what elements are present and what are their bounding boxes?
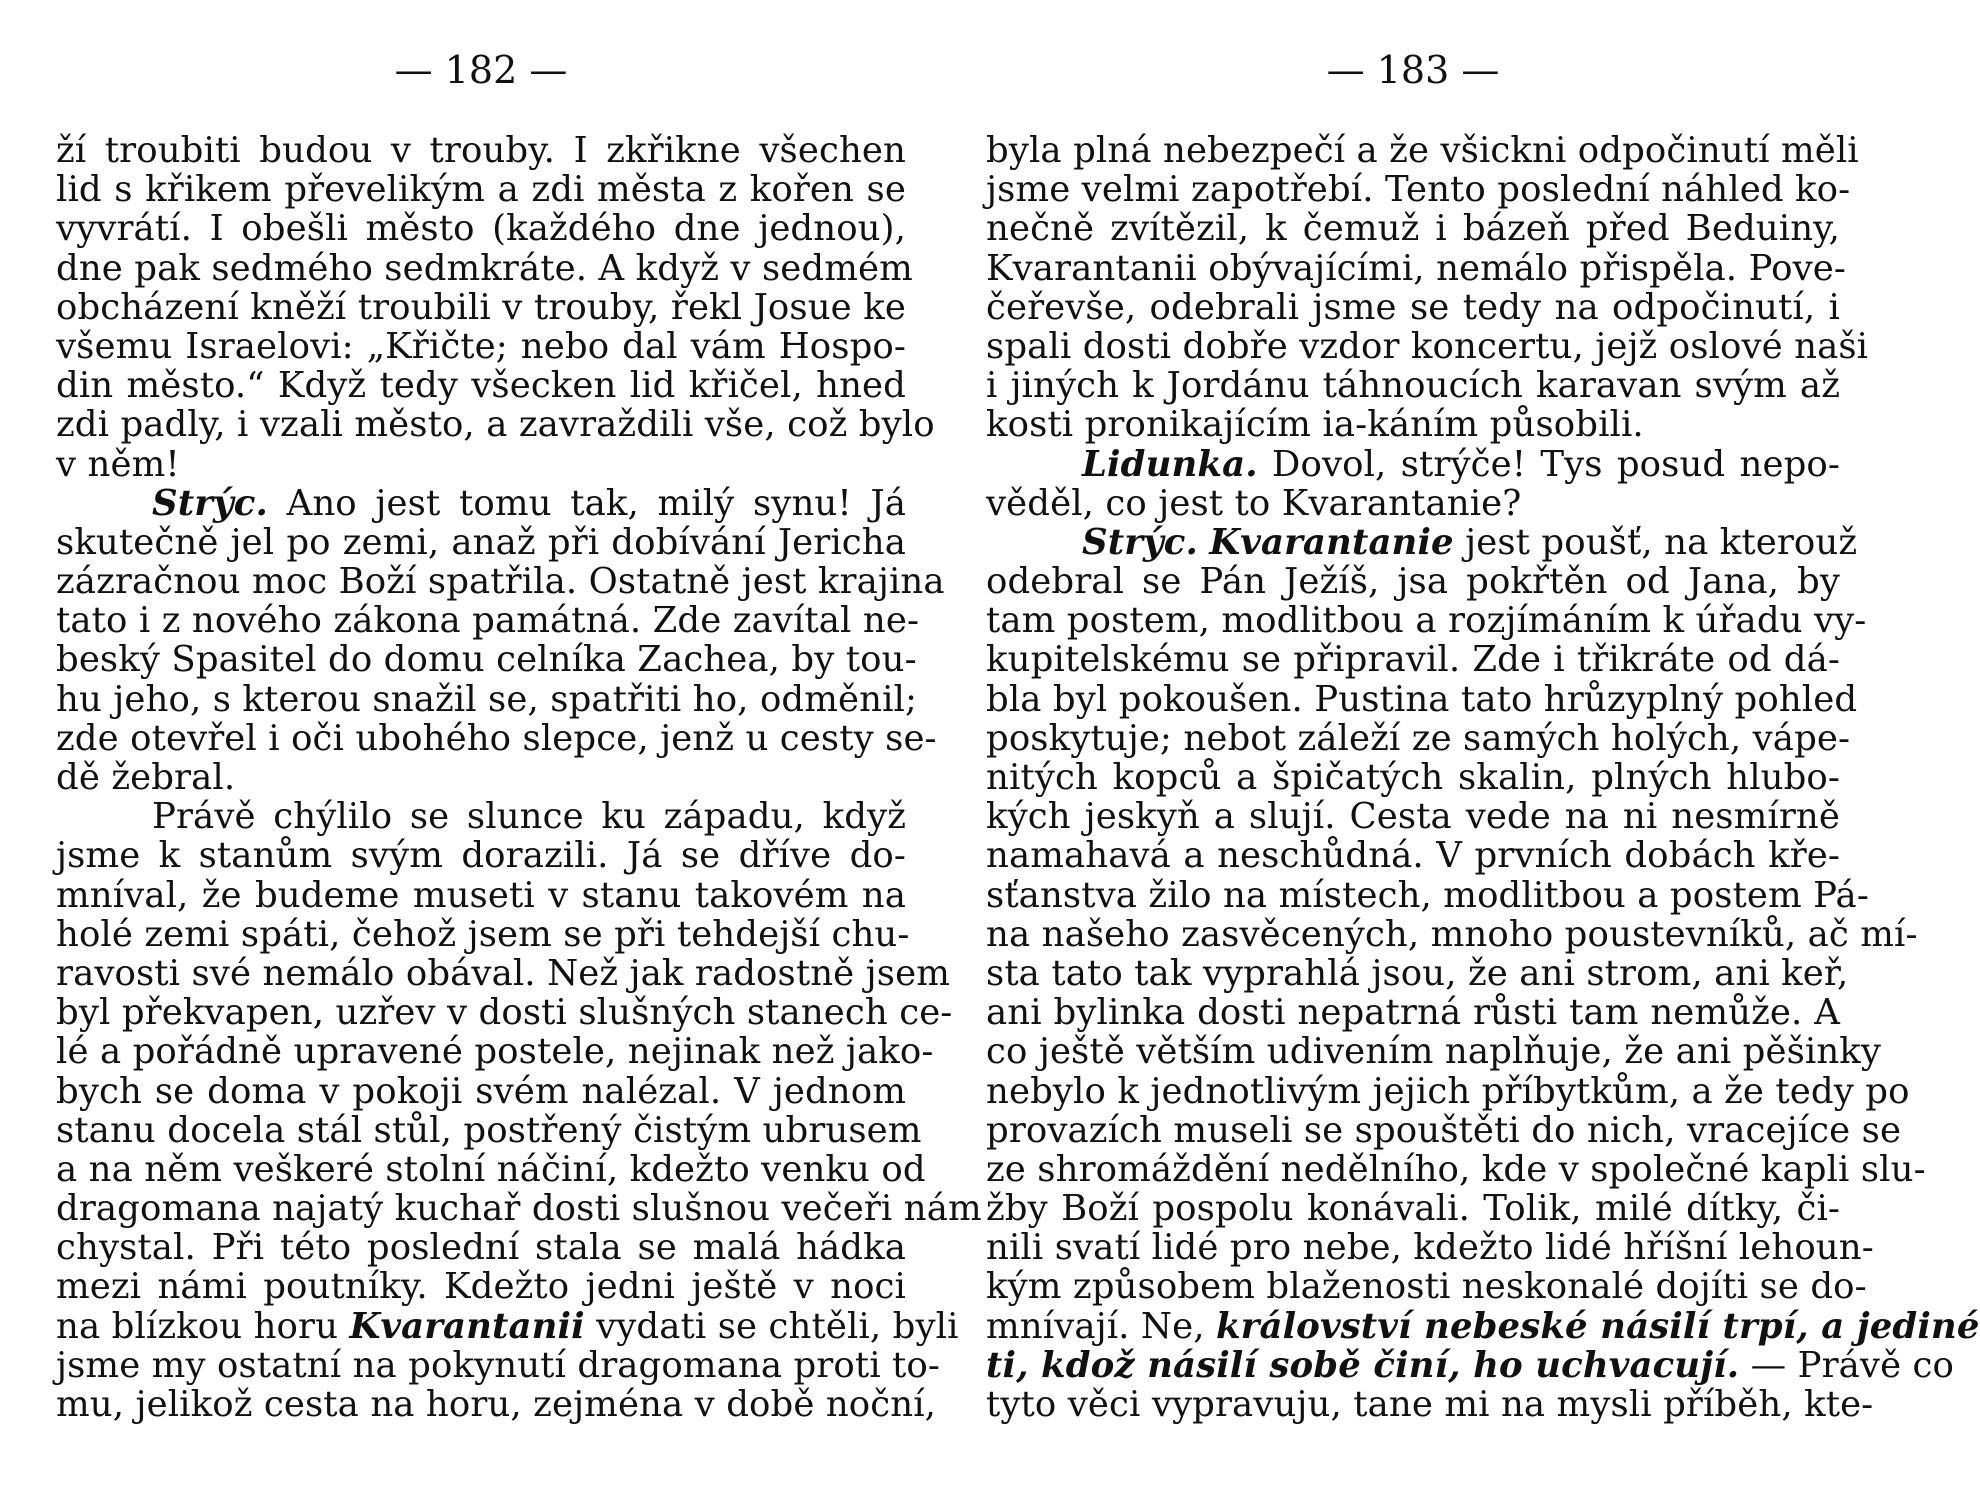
line-text: nili svatí lidé pro nebe, kdežto lidé hříšní lehoun- [986,1227,1874,1269]
emphasized-text: ti, kdož násilí sobě činí, ho uchvacují. [986,1344,1740,1386]
line-text: mu, jelikož cesta na horu, zejména v době noční, [56,1384,937,1425]
text-line [986,169,1851,211]
text-line [986,130,1859,171]
line-text: holé zemi spáti, čehož jsem se při tehdejší chu- [56,913,910,955]
line-text: v něm! [56,443,180,485]
text-line [986,484,1840,523]
text-line [56,484,906,523]
line-text: věděl, co jest to Kvarantanie? [986,482,1522,524]
text-line [986,288,1840,327]
text-line [56,445,906,484]
text-line [56,913,910,955]
text-line [56,1228,906,1267]
line-text: i jiných k Jordánu táhnoucích karavan svým až [986,365,1840,407]
line-text: vyvrátí. I obešli město (každého dne jednou), [56,208,906,250]
line-tail: vydati se chtěli, byli [584,1305,959,1347]
text-line [986,1384,1874,1425]
line-text: ží troubiti budou v trouby. I zkřikne všechen [56,130,906,171]
line-text: ze shromáždění nedělního, kde v společné kapli slu- [986,1148,1926,1190]
emphasized-text: království nebeské násilí trpí, a jediné [1215,1305,1980,1347]
emphasized-text: Kvarantanii [349,1305,585,1347]
text-line [986,325,1869,367]
line-text: nečně zvítězil, k čemuž i bázeň před Beduiny, [986,208,1840,250]
text-line [56,876,906,915]
text-line [986,445,1840,484]
text-line [56,1031,934,1073]
text-line [986,913,1918,955]
text-line [56,717,937,759]
page-number: — 183 — [1326,48,1500,92]
text-line [986,1031,1882,1073]
line-text: ani bylinka dosti nepatrná růsti tam nemůže. A [986,992,1840,1034]
line-text: co ještě větším udivením naplňuje, že ani pěšinky [986,1031,1882,1073]
line-text: žby Boží pospolu konávali. Tolik, milé dítky, či- [986,1188,1840,1230]
text-line [986,952,1849,994]
text-line [986,874,1869,916]
text-line [986,836,1840,875]
line-text: jsme velmi zapotřebí. Tento poslední náhled ko- [986,169,1851,211]
line-text: lé a pořádně upravené postele, nejinak než jako- [56,1031,934,1073]
line-text: sťanstva žilo na místech, modlitbou a postem Pá- [986,874,1869,916]
text-line [56,1305,959,1347]
text-line [56,327,906,366]
line-tail: jest poušť, na kterouž [1453,521,1858,563]
text-line [56,600,920,642]
text-line [986,562,1840,601]
text-line [986,717,1851,759]
line-text: byla plná nebezpečí a že všickni odpočinutí měli [986,130,1859,171]
text-line [56,209,906,248]
line-text: nitých kopců a špičatých skalin, plných hlubo- [986,757,1840,798]
line-text: dě žebral. [56,757,236,798]
speaker-name: Strýc. [1082,521,1198,563]
line-text: stanu docela stál stůl, postřený čistým ubrusem [56,1109,922,1151]
text-line [56,247,913,289]
text-line [56,952,950,994]
text-line [986,521,1858,563]
text-line [56,1384,937,1425]
line-text: kých jeskyň a slují. Cesta vede na ni nesmírně [986,796,1840,838]
line-text: odebral se Pán Ježíš, jsa pokřtěn od Jana, by [986,561,1840,603]
text-line [56,1188,982,1230]
text-line [986,1266,1867,1308]
line-text: namahavá a neschůdná. V prvních dobách kře- [986,835,1840,877]
text-line [986,600,1867,642]
line-text: bych se doma v pokoji svém nalézal. V jednom [56,1070,906,1112]
text-line [986,405,1840,444]
text-line [986,1189,1840,1228]
text-line [986,678,1858,720]
line-text: tam postem, modlitbou a rozjímáním k úřadu vy- [986,600,1867,642]
text-line [986,1344,1955,1386]
line-text: zde otevřel i oči ubohého slepce, jenž u cesty se- [56,717,937,759]
text-line [986,1227,1874,1269]
line-text: din město.“ Když tedy všecken lid křičel, hned [56,365,906,407]
line-text: a na něm veškeré stolní náčiní, kdežto venku od [56,1148,926,1190]
line-text: na blízkou horu [56,1305,350,1347]
text-line [56,1267,906,1306]
line-text: tyto věci vypravuju, tane mi na mysli příběh, kte- [986,1384,1874,1425]
line-tail: — Právě co [1739,1344,1955,1386]
line-text: sta tato tak vyprahlá jsou, že ani strom, ani keř, [986,952,1849,994]
text-line [986,640,1840,679]
line-text: obcházení kněží troubili v trouby, řekl Josue ke [56,286,906,328]
line-text: zdi padly, i vzali město, a zavraždili vše, což bylo [56,404,935,446]
text-line [56,992,953,1034]
line-text: Dovol, strýče! Tys posud nepo- [1257,443,1840,485]
text-line [56,288,906,327]
text-line [56,1109,922,1151]
text-line [56,836,906,875]
text-line [56,366,906,405]
line-text: mnívají. Ne, [986,1305,1216,1347]
line-text: jsme my ostatní na pokynutí dragomana proti to- [56,1344,940,1386]
line-text: na našeho zasvěcených, mnoho poustevníků, ač mí- [986,913,1918,955]
text-line [986,366,1840,405]
text-line [986,1070,1910,1112]
text-line [986,993,1840,1032]
text-line [56,523,906,562]
line-text: dragomana najatý kuchař dosti slušnou večeři nám [56,1188,982,1230]
line-text: spali dosti dobře vzdor koncertu, jejž oslové naši [986,325,1869,367]
text-line [56,1344,940,1386]
text-line [986,247,1846,289]
text-line [56,639,917,681]
text-line [56,404,935,446]
speaker-name: Strýc. [152,482,268,524]
page-text [986,130,1980,1425]
speaker-name: Lidunka. [1082,443,1258,485]
line-text: ravosti své nemálo obával. Než jak radostně jsem [56,952,950,994]
line-text: všemu Israelovi: „Křičte; nebo dal vám Hospo- [56,325,906,367]
line-text: lid s křikem převelikým a zdi města z kořen se [56,169,906,211]
text-line [56,131,906,170]
line-text: provazích museli se spouštěti do nich, vracejíce se [986,1109,1902,1151]
line-text: beský Spasitel do domu celníka Zachea, by tou- [56,639,917,681]
line-text: čeřevše, odebrali jsme se tedy na odpočinutí, i [986,286,1840,328]
text-line [986,1148,1926,1190]
line-text: mezi námi poutníky. Kdežto jedni ještě v noci [56,1266,906,1308]
page-text [56,130,982,1425]
left-page [56,0,982,1425]
right-page [986,0,1980,1425]
text-line [986,209,1840,248]
line-text: kým způsobem blaženosti neskonalé dojíti se do- [986,1266,1867,1308]
text-line [56,1072,906,1111]
text-line [986,758,1840,797]
page-number: — 182 — [394,48,568,92]
line-text: mníval, že budeme museti v stanu takovém na [56,874,906,916]
line-text: kosti pronikajícím ia-káním působili. [986,404,1644,446]
text-line [986,1109,1902,1151]
text-line [56,797,906,836]
emphasized-text: Kvarantanie [1209,521,1454,563]
line-text: byl překvapen, uzřev v dosti slušných stanech ce- [56,992,953,1034]
text-line [56,678,918,720]
line-text: jsme k stanům svým dorazili. Já se dříve do- [56,835,906,877]
line-text: bla byl pokoušen. Pustina tato hrůzyplný pohled [986,678,1858,720]
line-text: Kvarantanii obývajícími, nemálo přispěla. Pove- [986,247,1846,289]
line-text: poskytuje; nebot záleží ze samých holých, vápe- [986,717,1851,759]
text-line [986,1305,1980,1347]
line-text: tato i z nového zákona památná. Zde zavítal ne- [56,600,920,642]
line-text: hu jeho, s kterou snažil se, spatřiti ho, odměnil; [56,678,918,720]
text-line [56,170,906,209]
line-text: kupitelskému se připravil. Zde i třikráte od dá- [986,639,1840,681]
text-line [56,758,906,797]
line-text: skutečně jel po zemi, anaž při dobívání Jericha [56,521,906,563]
line-text: dne pak sedmého sedmkráte. A když v sedmém [56,247,913,289]
line-text: Právě chýlilo se slunce ku západu, když [152,796,906,838]
text-line [56,1148,926,1190]
line-text: nebylo k jednotlivým jejich příbytkům, a že tedy po [986,1070,1910,1112]
line-text: zázračnou moc Boží spatřila. Ostatně jest krajina [56,561,945,603]
line-text: Ano jest tomu tak, milý synu! Já [267,482,906,524]
text-line [56,561,945,603]
line-text: chystal. Při této poslední stala se malá hádka [56,1227,906,1269]
text-line [986,797,1840,836]
line-text [1198,522,1209,563]
